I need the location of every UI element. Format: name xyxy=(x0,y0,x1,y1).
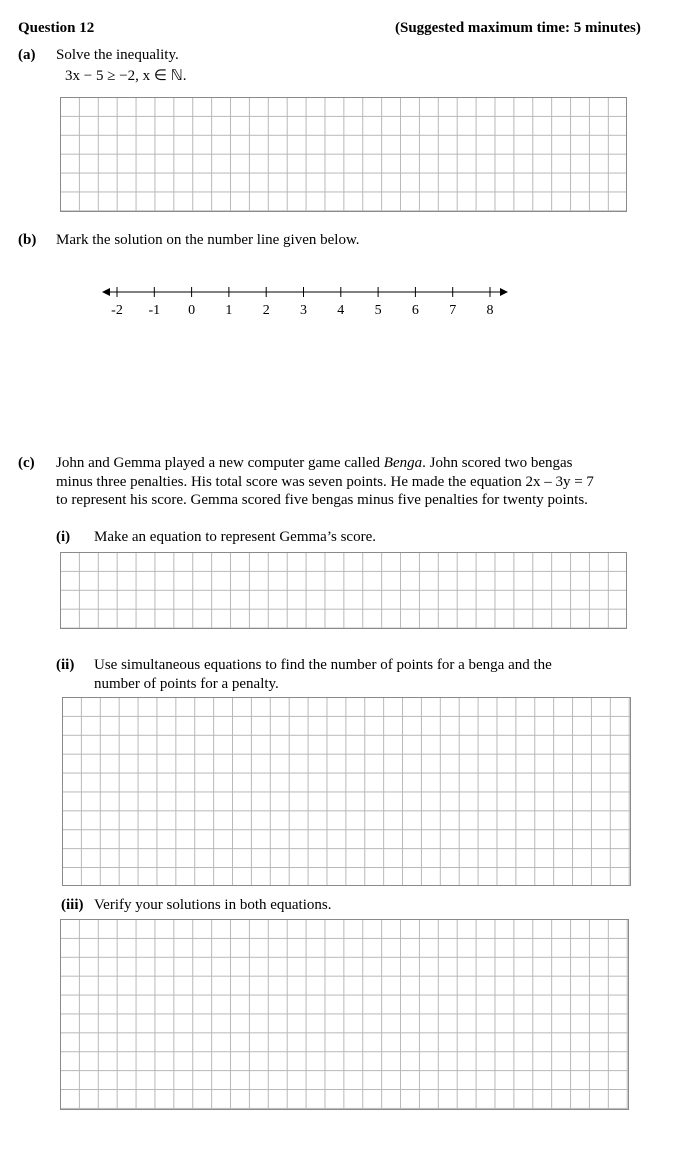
answer-grid-a[interactable] xyxy=(60,97,627,212)
part-a-label: (a) xyxy=(18,47,36,63)
number-line-tick-label: -2 xyxy=(111,303,123,318)
part-c-line-3: to represent his score. Gemma scored five bengas minus five penalties for twenty points. xyxy=(56,492,588,508)
part-b-instruction: Mark the solution on the number line given below. xyxy=(56,232,360,248)
arrow-left-icon xyxy=(102,288,110,296)
part-c-line-1 xyxy=(56,455,573,472)
number-line-tick-label: 8 xyxy=(486,303,494,318)
part-c-ii-text-2: number of points for a penalty. xyxy=(94,676,279,692)
answer-grid-c-ii[interactable] xyxy=(62,697,631,886)
number-line-tick-label: -1 xyxy=(148,303,161,318)
answer-grid-c-i[interactable] xyxy=(60,552,627,629)
part-a-instruction: Solve the inequality. xyxy=(56,47,179,63)
number-line[interactable] xyxy=(100,282,512,322)
part-c-ii-label: (ii) xyxy=(56,657,75,673)
question-title: Question 12 xyxy=(18,20,95,36)
number-line-tick-label: 0 xyxy=(188,303,196,318)
number-line-tick-label: 6 xyxy=(411,303,419,318)
number-line-tick-label: 3 xyxy=(300,303,307,318)
number-line-tick-label: 5 xyxy=(374,303,382,318)
part-c-line-1-post: . John scored two bengas xyxy=(422,455,573,471)
number-line-tick-label: 2 xyxy=(262,303,270,318)
part-a-inequality: 3x − 5 ≥ −2, x ∈ ℕ. xyxy=(65,68,187,84)
answer-grid-c-iii[interactable] xyxy=(60,919,629,1110)
part-c-i-label: (i) xyxy=(56,529,71,545)
part-c-label: (c) xyxy=(18,455,35,471)
number-line-tick-label: 7 xyxy=(449,303,457,318)
part-c-line-2: minus three penalties. His total score was seven points. He made the equation 2x – 3y = 7 xyxy=(56,474,594,490)
part-c-ii-text-1: Use simultaneous equations to find the number of points for a benga and the xyxy=(94,657,552,673)
number-line-tick-label: 4 xyxy=(337,303,345,318)
arrow-right-icon xyxy=(500,288,508,296)
part-c-line-1-pre: John and Gemma played a new computer game called xyxy=(56,455,384,471)
part-b-label: (b) xyxy=(18,232,37,248)
suggested-time: (Suggested maximum time: 5 minutes) xyxy=(395,20,641,36)
part-c-i-text: Make an equation to represent Gemma’s score. xyxy=(94,529,376,545)
part-c-iii-text: Verify your solutions in both equations. xyxy=(94,897,332,913)
game-name: Benga xyxy=(383,455,423,471)
number-line-tick-label: 1 xyxy=(225,303,233,318)
part-c-iii-label: (iii) xyxy=(61,897,84,913)
